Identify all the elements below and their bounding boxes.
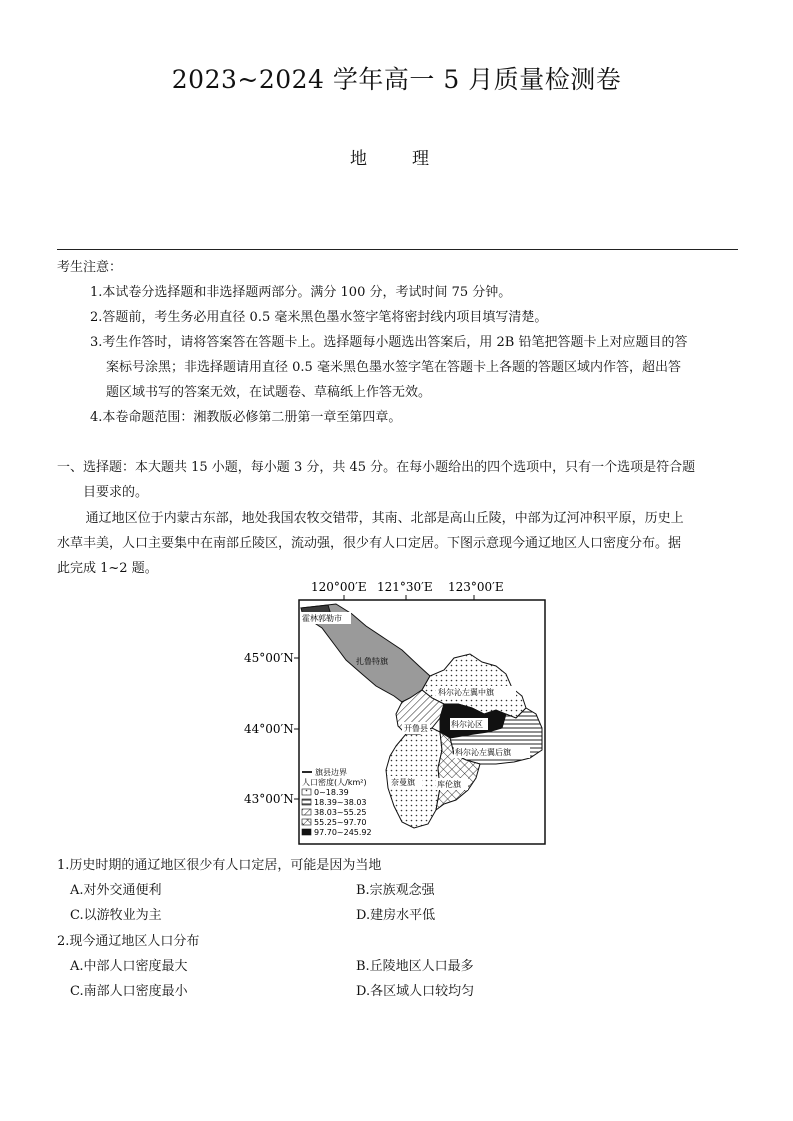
- question-1-stem: 1.历史时期的通辽地区很少有人口定居，可能是因为当地: [57, 858, 382, 873]
- legend-class: 55.25~97.70: [314, 818, 367, 827]
- section-heading: 一、选择题：本大题共 15 小题，每小题 3 分，共 45 分。在每小题给出的四个选项中，只有一个选项是符合题: [57, 460, 696, 475]
- notice-heading: 考生注意：: [57, 260, 123, 275]
- lat-label: 43°00′N: [244, 792, 294, 806]
- question-1-option-b[interactable]: B.宗族观念强: [356, 883, 435, 898]
- question-2-option-b[interactable]: B.丘陵地区人口最多: [356, 959, 474, 974]
- question-2-option-d[interactable]: D.各区域人口较均匀: [356, 984, 475, 999]
- question-1-option-a[interactable]: A.对外交通便利: [70, 883, 162, 898]
- lat-label: 45°00′N: [244, 651, 294, 665]
- legend-title: 人口密度(人/km²): [302, 778, 367, 787]
- population-density-map: [244, 578, 554, 848]
- label-zhalute: 扎鲁特旗: [356, 657, 388, 666]
- legend-class: 18.39~38.03: [314, 798, 367, 807]
- question-2-option-a[interactable]: A.中部人口密度最大: [70, 959, 188, 974]
- legend-class: 0~18.39: [314, 788, 349, 797]
- legend-class: 97.70~245.92: [314, 828, 372, 837]
- label-keerqin: 科尔沁区: [451, 720, 483, 729]
- notice-item: 4.本卷命题范围：湘教版必修第二册第一章至第四章。: [90, 410, 402, 425]
- legend-class: 38.03~55.25: [314, 808, 367, 817]
- label-naiman: 奈曼旗: [391, 778, 415, 787]
- legend-boundary: 旗县边界: [315, 768, 347, 777]
- passage-line: 此完成 1~2 题。: [57, 561, 158, 576]
- question-1-option-c[interactable]: C.以游牧业为主: [70, 908, 162, 923]
- notice-item: 案标号涂黑；非选择题请用直径 0.5 毫米黑色墨水签字笔在答题卡上各题的答题区域内作答，超出答: [106, 360, 681, 375]
- notice-item: 3.考生作答时，请将答案答在答题卡上。选择题每小题选出答案后，用 2B 铅笔把答题卡上对应题目的答: [90, 335, 688, 350]
- exam-title: 2023~2024 学年高一 5 月质量检测卷: [171, 65, 622, 94]
- passage-line: 通辽地区位于内蒙古东部，地处我国农牧交错带，其南、北部是高山丘陵，中部为辽河冲积平原，历史上: [85, 511, 684, 526]
- lon-label: 123°00′E: [448, 580, 504, 594]
- lon-label: 121°30′E: [377, 580, 433, 594]
- lon-label: 120°00′E: [311, 580, 367, 594]
- label-keerqin-zuoyi-zhong: 科尔沁左翼中旗: [438, 688, 494, 697]
- passage-line: 水草丰美，人口主要集中在南部丘陵区，流动强，很少有人口定居。下图示意现今通辽地区人口密度分布。据: [57, 536, 682, 551]
- label-keerqin-zuoyi-hou: 科尔沁左翼后旗: [455, 748, 511, 757]
- question-1-option-d[interactable]: D.建房水平低: [356, 908, 436, 923]
- question-2-option-c[interactable]: C.南部人口密度最小: [70, 984, 188, 999]
- label-kailu: 开鲁县: [404, 724, 428, 733]
- label-huolinguole: 霍林郭勒市: [302, 614, 342, 623]
- section-heading-cont: 目要求的。: [83, 485, 149, 500]
- question-2-stem: 2.现今通辽地区人口分布: [57, 934, 200, 949]
- notice-item: 1.本试卷分选择题和非选择题两部分。满分 100 分，考试时间 75 分钟。: [90, 285, 512, 300]
- label-kulun: 库伦旗: [437, 780, 461, 789]
- subject-title: 地 理: [350, 149, 443, 169]
- notice-item: 题区域书写的答案无效，在试题卷、草稿纸上作答无效。: [106, 385, 432, 400]
- notice-item: 2.答题前，考生务必用直径 0.5 毫米黑色墨水签字笔将密封线内项目填写清楚。: [90, 310, 548, 325]
- lat-label: 44°00′N: [244, 722, 294, 736]
- header-divider: [57, 249, 738, 250]
